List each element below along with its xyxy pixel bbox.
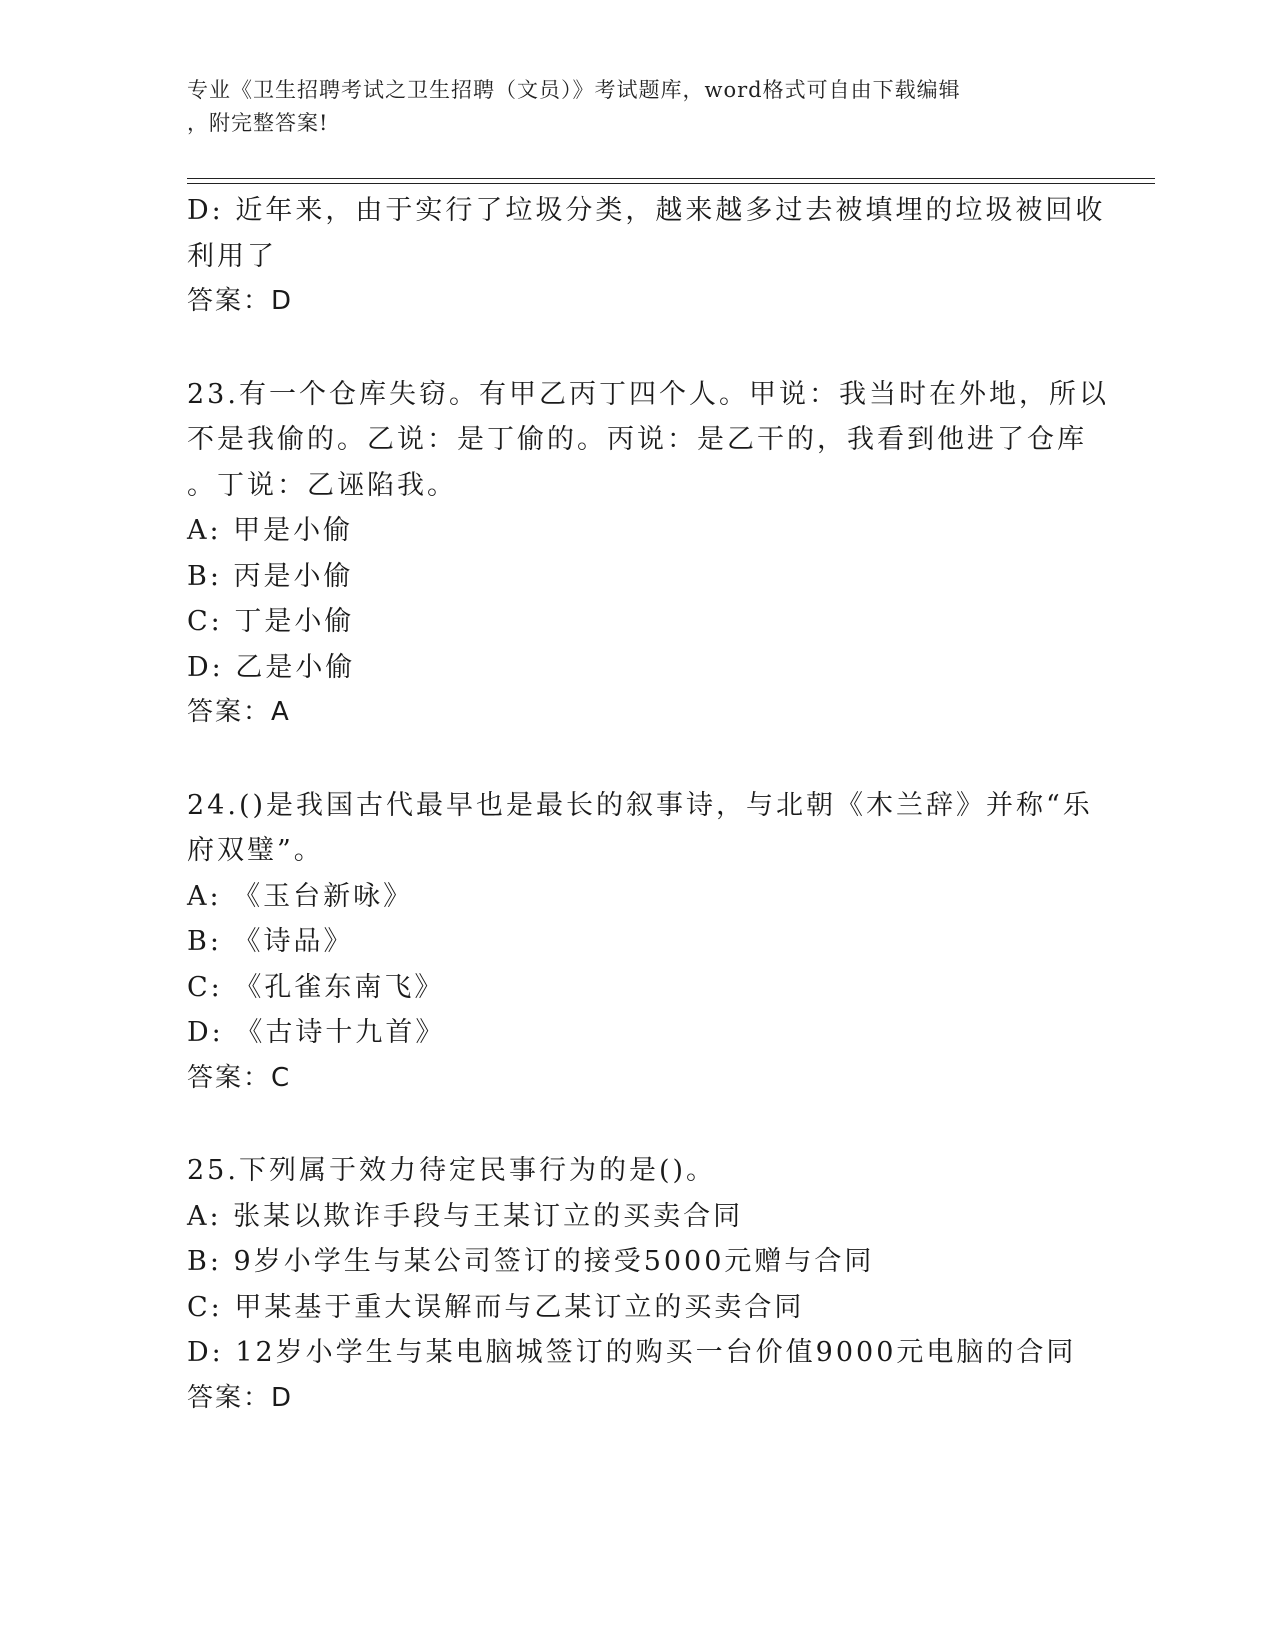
question-stem: 25.下列属于效力待定民事行为的是()。: [187, 1155, 717, 1186]
question-list: [187, 188, 1109, 1421]
question-block-23: [187, 372, 1109, 736]
spacer: [187, 736, 1087, 783]
header-line-1: 专业《卫生招聘考试之卫生招聘（文员）》考试题库，word格式可自由下载编辑: [187, 78, 961, 102]
question-stem: 23.有一个仓库失窃。有甲乙丙丁四个人。甲说：我当时在外地，所以: [187, 378, 1109, 410]
answer-line: 答案：C: [187, 1062, 292, 1093]
question-stem-continued: 。丁说：乙诬陷我。: [187, 469, 457, 501]
question-block-24: [187, 783, 1093, 1102]
page-header: [187, 74, 1067, 140]
option-d: D: 《古诗十九首》: [187, 1017, 446, 1048]
spacer: [187, 1101, 1087, 1148]
option-b: B: 《诗品》: [187, 926, 354, 957]
option-d: D: 近年来，由于实行了垃圾分类，越来越多过去被填埋的垃圾被回收: [187, 195, 1106, 226]
header-line-2: ，附完整答案!: [187, 111, 329, 135]
option-a: A: 甲是小偷: [187, 515, 354, 546]
option-b: B: 丙是小偷: [187, 560, 354, 592]
answer-line: 答案：A: [187, 697, 291, 727]
header-divider-bottom: [187, 183, 1155, 184]
option-d: D: 乙是小偷: [187, 651, 356, 683]
option-a: A: 张某以欺诈手段与王某订立的买卖合同: [187, 1200, 744, 1232]
option-c: C: 《孔雀东南飞》: [187, 971, 445, 1003]
option-d-continued: 利用了: [187, 240, 277, 272]
spacer: [187, 325, 1087, 372]
option-a: A: 《玉台新咏》: [187, 880, 414, 912]
answer-line: 答案：D: [187, 1382, 294, 1413]
question-stem-continued: 府双璧”。: [187, 835, 324, 866]
answer-line: 答案：D: [187, 286, 294, 316]
question-stem: 24.()是我国古代最早也是最长的叙事诗，与北朝《木兰辞》并称“乐: [187, 789, 1093, 821]
question-block-25: [187, 1148, 1087, 1421]
question-stem-continued: 不是我偷的。乙说：是丁偷的。丙说：是乙干的，我看到他进了仓库: [187, 424, 1087, 455]
option-d: D: 12岁小学生与某电脑城签订的购买一台价值9000元电脑的合同: [187, 1337, 1077, 1368]
option-c: C: 甲某基于重大误解而与乙某订立的买卖合同: [187, 1291, 805, 1323]
header-divider-top: [187, 178, 1155, 179]
option-b: B: 9岁小学生与某公司签订的接受5000元赠与合同: [187, 1246, 875, 1277]
option-c: C: 丁是小偷: [187, 606, 355, 637]
question-block-prev: [187, 188, 1106, 325]
